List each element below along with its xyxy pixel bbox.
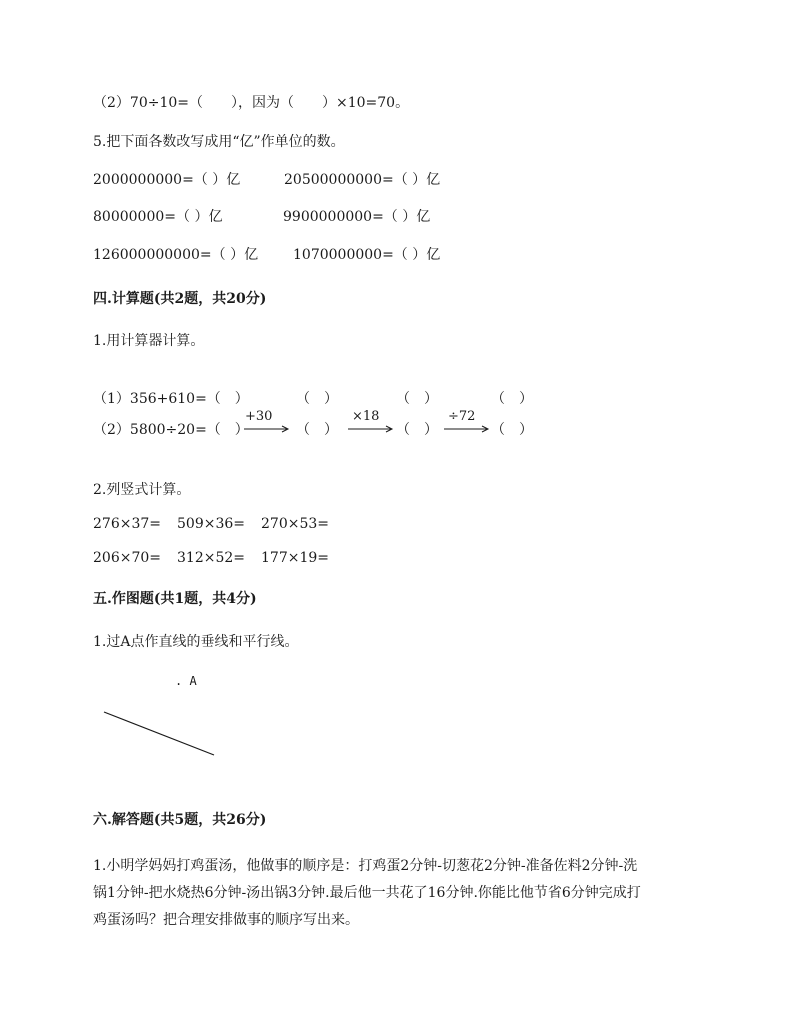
answer-box: （ ）: [296, 391, 338, 407]
conversion-item: 80000000=（ ）亿: [93, 209, 223, 225]
problem-text: 1.小明学妈妈打鸡蛋汤，他做事的顺序是：打鸡蛋2分钟-切葱花2分钟-准备佐料2分钟-洗: [93, 858, 638, 874]
section-heading: 四.计算题(共2题，共20分): [93, 291, 267, 307]
answer-box: （ ）: [491, 391, 533, 407]
question-title: 1.用计算器计算。: [93, 333, 205, 349]
conversion-item: 1070000000=（ ）亿: [293, 247, 441, 263]
conversion-item: 2000000000=（ ）亿: [93, 172, 241, 188]
calc-item: 509×36=: [177, 516, 245, 532]
arrow-right-icon: [444, 426, 488, 432]
question-line: （2）70÷10=（ ），因为（ ）×10=70。: [93, 95, 410, 111]
problem-text: 鸡蛋汤吗？把合理安排做事的顺序写出来。: [93, 912, 359, 928]
question-title: 1.过A点作直线的垂线和平行线。: [93, 634, 299, 650]
calc-item: 276×37=: [93, 516, 161, 532]
calc-expression: （2）5800÷20=（ ）: [93, 422, 249, 438]
given-line: [104, 712, 214, 755]
question-title: 2.列竖式计算。: [93, 482, 191, 498]
question-title: 5.把下面各数改写成用“亿”作单位的数。: [93, 134, 345, 150]
calc-item: 206×70=: [93, 550, 161, 566]
calc-item: 270×53=: [261, 516, 329, 532]
arrow-right-icon: [244, 426, 288, 432]
operation-label: ÷72: [448, 409, 476, 424]
calc-item: 312×52=: [177, 550, 245, 566]
arrow-right-icon: [348, 426, 392, 432]
conversion-item: 126000000000=（ ）亿: [93, 247, 259, 263]
section-heading: 六.解答题(共5题，共26分): [93, 812, 267, 828]
problem-text: 锅1分钟-把水烧热6分钟-汤出锅3分钟.最后他一共花了16分钟.你能比他节省6分钟完成打: [93, 885, 641, 901]
section-heading: 五.作图题(共1题，共4分): [93, 591, 257, 607]
calc-expression: （1）356+610=（ ）: [93, 391, 249, 407]
conversion-item: 20500000000=（ ）亿: [284, 172, 441, 188]
answer-box: （ ）: [491, 422, 533, 438]
conversion-item: 9900000000=（ ）亿: [283, 209, 431, 225]
point-a-label: . A: [175, 674, 197, 688]
operation-label: ×18: [352, 409, 380, 424]
answer-box: （ ）: [296, 422, 338, 438]
calc-item: 177×19=: [261, 550, 329, 566]
answer-box: （ ）: [396, 391, 438, 407]
answer-box: （ ）: [396, 422, 438, 438]
operation-label: +30: [245, 409, 273, 424]
